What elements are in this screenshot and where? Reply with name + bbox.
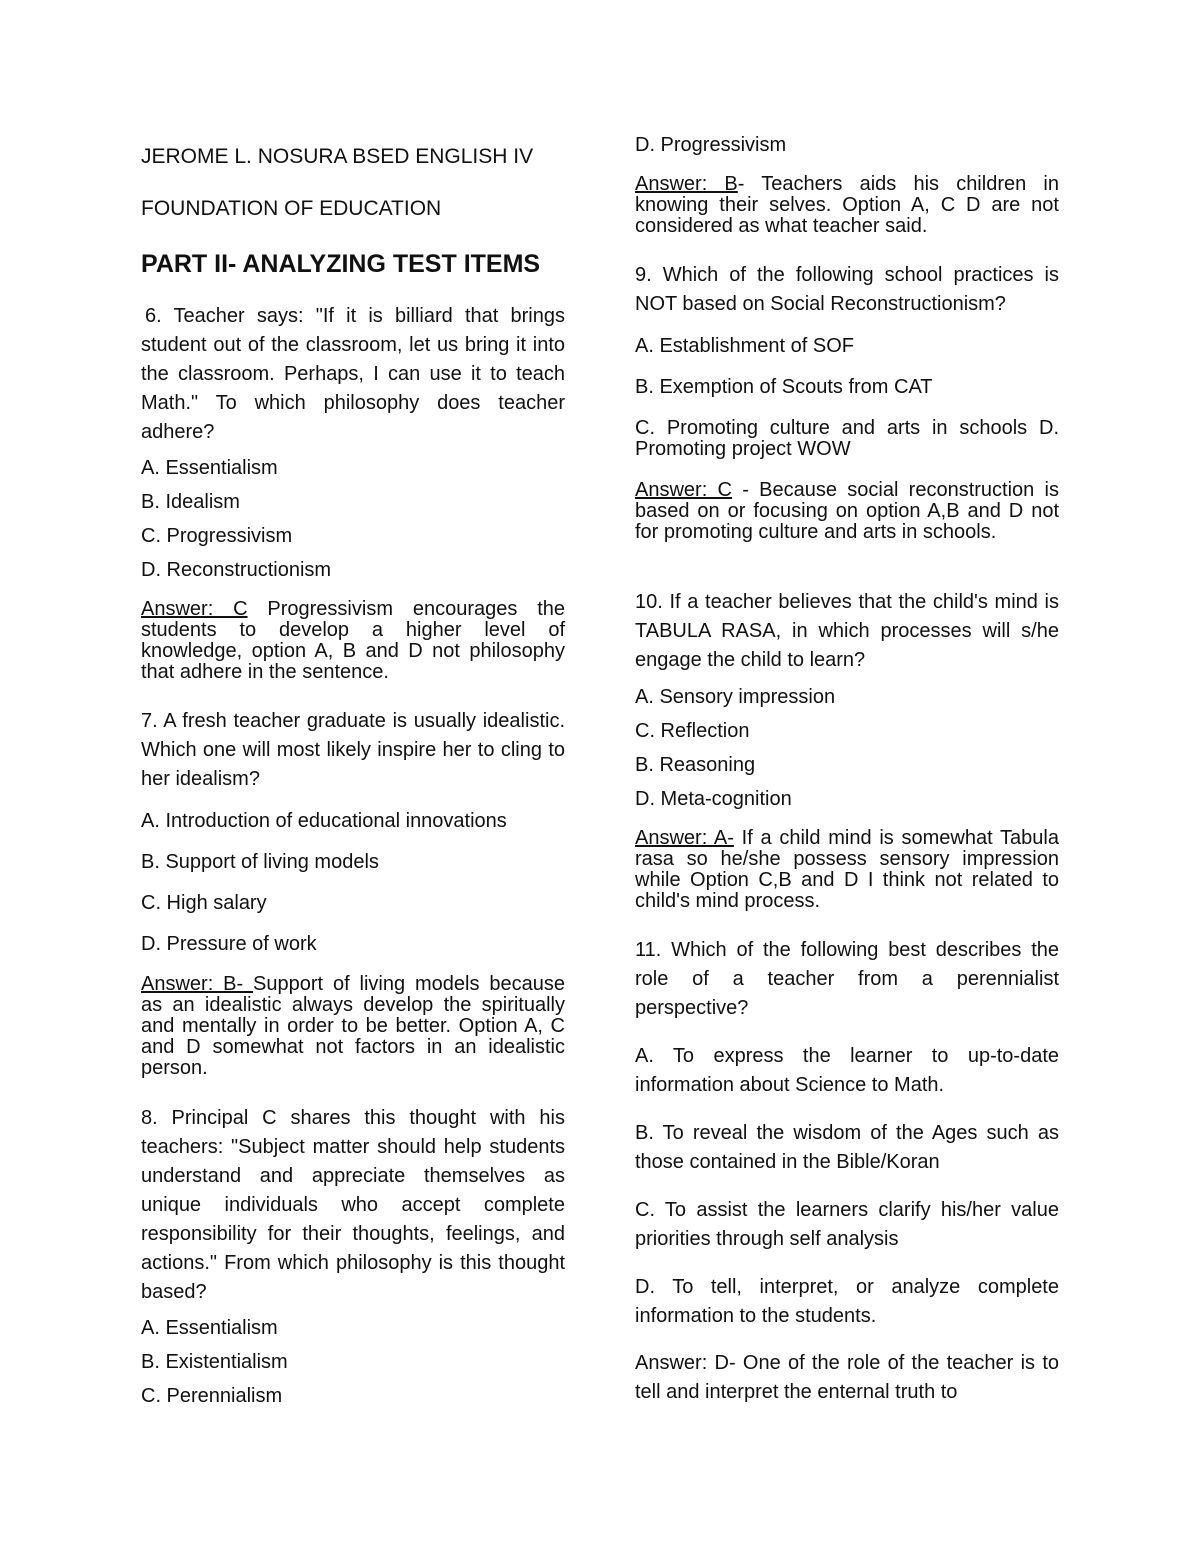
- answer-explanation: - Teachers aids his children in knowing their selves. Option A, C D are not considered as what teacher said.: [635, 173, 1059, 237]
- answer-label: Answer: C: [635, 479, 732, 501]
- author-line: JEROME L. NOSURA BSED ENGLISH IV: [141, 145, 534, 168]
- question-6-option-a: A. Essentialism: [141, 457, 278, 479]
- answer-explanation: Support of living models because as an idealistic always develop the spiritually and mentally in order to be better. Option A, C and D somewhat not factors in an idealistic person.: [141, 973, 565, 1079]
- question-6-option-b: B. Idealism: [141, 491, 240, 513]
- question-8-option-c: C. Perennialism: [141, 1385, 283, 1407]
- answer-label: Answer: A-: [635, 827, 734, 849]
- question-6-option-d: D. Reconstructionism: [141, 559, 332, 581]
- answer-label: Answer: C: [141, 598, 248, 620]
- question-11-option-c: C. To assist the learners clarify his/her value priorities through self analysis: [635, 1199, 1059, 1250]
- question-11-option-a: A. To express the learner to up-to-date information about Science to Math.: [635, 1045, 1059, 1096]
- question-9-answer: [635, 480, 1059, 543]
- question-6-option-c: C. Progressivism: [141, 525, 293, 547]
- question-8-stem: 8. Principal C shares this thought with his teachers: "Subject matter should help students understand and appreciate themselves as unique individuals who accept complete responsibility for their thoughts, feelings, and actions." From which philosophy is this thought based?: [141, 1107, 565, 1303]
- question-9-option-b: B. Exemption of Scouts from CAT: [635, 376, 933, 398]
- question-7-option-b: B. Support of living models: [141, 851, 379, 873]
- question-11-stem: 11. Which of the following best describes the role of a teacher from a perennialist perspective?: [635, 939, 1059, 1019]
- question-10-answer: [635, 828, 1059, 912]
- question-10-option-d: D. Meta-cognition: [635, 788, 792, 810]
- answer-label: Answer: D: [635, 1352, 729, 1374]
- answer-explanation: - Because social reconstruction is based on or focusing on option A,B and D not for promoting culture and arts in schools.: [635, 479, 1060, 543]
- answer-explanation: If a child mind is somewhat Tabula rasa so he/she possess sensory impression while Option C,B and D I think not related to child's mind process.: [635, 827, 1059, 912]
- question-11-option-b: B. To reveal the wisdom of the Ages such as those contained in the Bible/Koran: [635, 1122, 1059, 1173]
- answer-label: Answer: B-: [141, 973, 254, 995]
- question-6-stem: 6. Teacher says: "If it is billiard that brings student out of the classroom, let us bring it into the classroom. Perhaps, I can use it to teach Math." To which philosophy does teacher adhere?: [141, 305, 565, 443]
- question-7-answer: [141, 974, 565, 1079]
- question-9-stem: 9. Which of the following school practices is NOT based on Social Reconstructionism?: [635, 264, 1059, 315]
- question-11-option-d: D. To tell, interpret, or analyze complete information to the students.: [635, 1276, 1059, 1327]
- question-10-stem: 10. If a teacher believes that the child's mind is TABULA RASA, in which processes will s/he engage the child to learn?: [635, 591, 1059, 671]
- question-9-option-c-d: C. Promoting culture and arts in schools D. Promoting project WOW: [635, 417, 1059, 460]
- question-8-answer: [635, 174, 1059, 237]
- question-11-answer: [635, 1349, 1059, 1407]
- answer-explanation: - One of the role of the teacher is to tell and interpret the enternal truth to: [635, 1352, 1060, 1403]
- question-9-option-a: A. Establishment of SOF: [635, 335, 854, 357]
- question-7-stem: 7. A fresh teacher graduate is usually idealistic. Which one will most likely inspire her to cling to her idealism?: [141, 710, 565, 790]
- answer-explanation: Progressivism encourages the students to develop a higher level of knowledge, option A, B and D not philosophy that adhere in the sentence.: [141, 598, 565, 683]
- question-7-option-d: D. Pressure of work: [141, 933, 317, 955]
- question-7-option-a: A. Introduction of educational innovations: [141, 810, 507, 832]
- answer-label: Answer: B: [635, 173, 738, 195]
- question-8-option-d: D. Progressivism: [635, 134, 787, 156]
- question-8-option-a: A. Essentialism: [141, 1317, 278, 1339]
- question-10-option-c: C. Reflection: [635, 720, 750, 742]
- course-title: FOUNDATION OF EDUCATION: [141, 197, 442, 220]
- question-7-option-c: C. High salary: [141, 892, 267, 914]
- question-8-option-b: B. Existentialism: [141, 1351, 288, 1373]
- question-6-answer: [141, 599, 565, 683]
- question-10-option-b: B. Reasoning: [635, 754, 756, 776]
- question-10-option-a: A. Sensory impression: [635, 686, 836, 708]
- part-title: PART II- ANALYZING TEST ITEMS: [141, 250, 541, 278]
